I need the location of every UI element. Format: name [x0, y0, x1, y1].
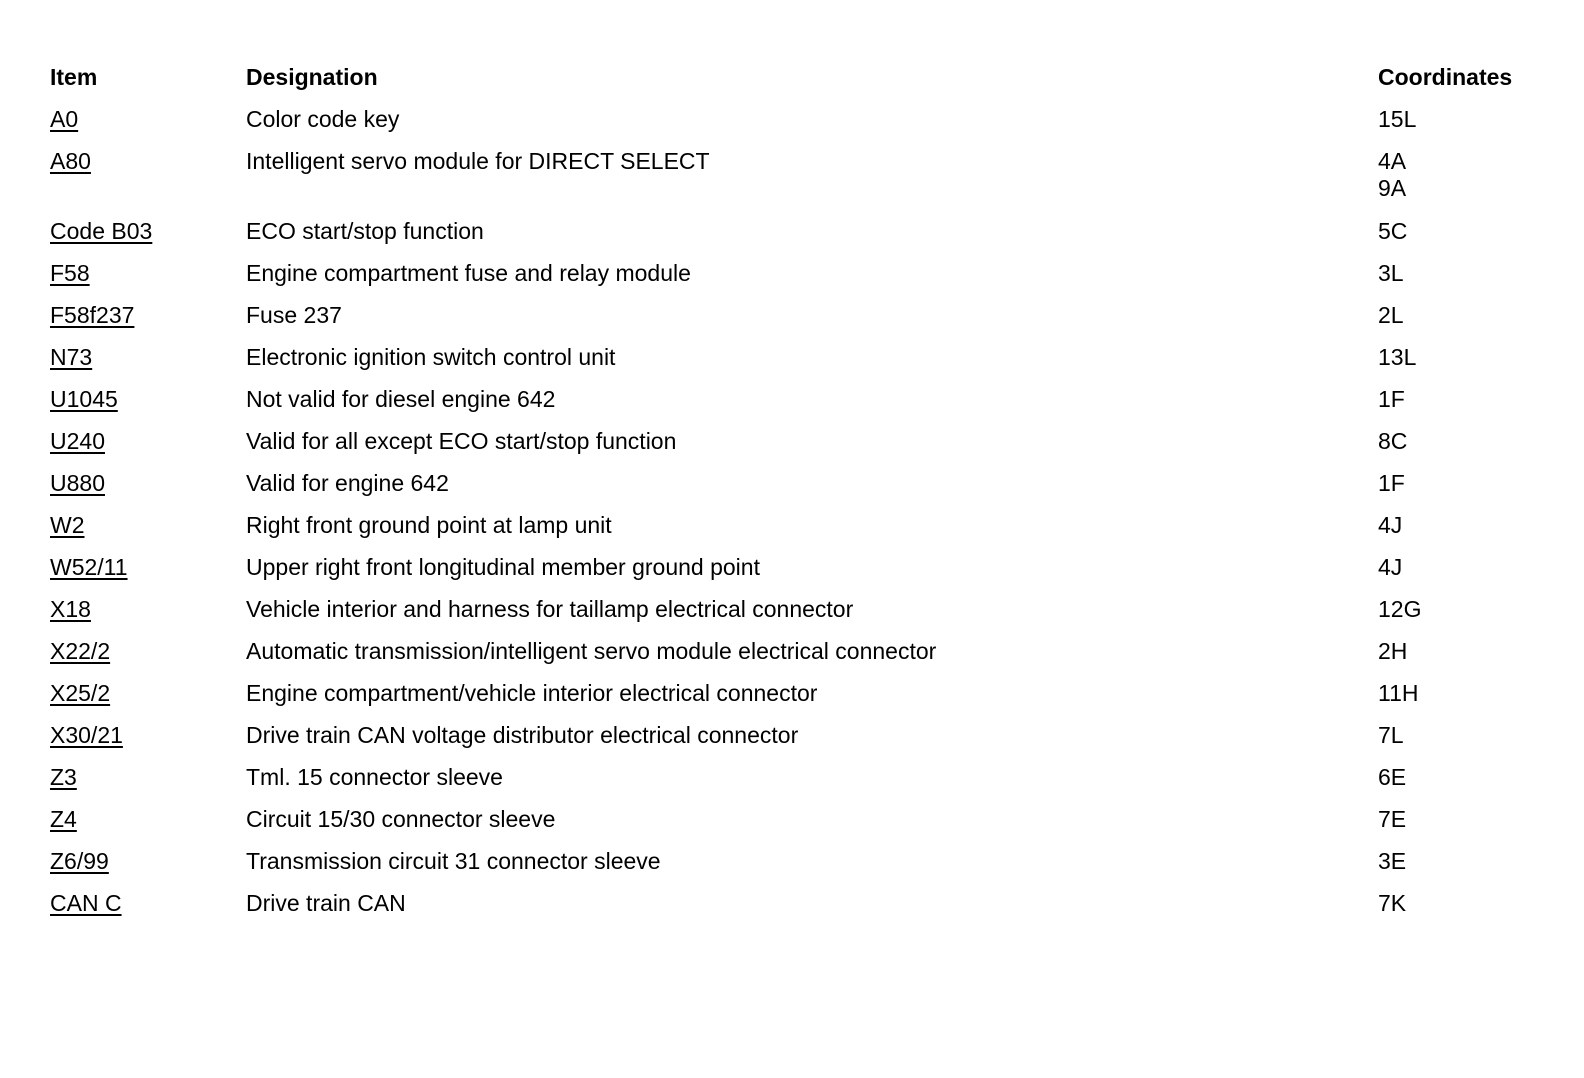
item-cell	[50, 764, 246, 791]
coordinate-value: 9A	[1378, 175, 1407, 201]
item-cell	[50, 638, 246, 665]
coordinate-value: 8C	[1378, 428, 1408, 454]
designation-cell: Valid for all except ECO start/stop function	[246, 428, 677, 454]
item-link[interactable]: X22/2	[50, 638, 111, 664]
coordinates-cell	[1378, 680, 1540, 707]
coordinates-cell	[1378, 470, 1540, 497]
designation-cell: Tml. 15 connector sleeve	[246, 764, 503, 790]
designation-cell: ECO start/stop function	[246, 218, 484, 244]
coordinates-cell	[1378, 638, 1540, 665]
item-cell	[50, 106, 246, 133]
designation-cell: Engine compartment fuse and relay module	[246, 260, 691, 286]
item-cell	[50, 890, 246, 917]
table-body	[50, 106, 1540, 932]
coordinates-cell	[1378, 302, 1540, 329]
table-row	[50, 890, 1540, 932]
item-link[interactable]: F58	[50, 260, 90, 286]
item-link[interactable]: W2	[50, 512, 85, 538]
coordinate-value: 4J	[1378, 512, 1403, 538]
coordinates-cell	[1378, 428, 1540, 455]
coordinate-value: 6E	[1378, 764, 1407, 790]
designation-cell: Intelligent servo module for DIRECT SELECT	[246, 148, 710, 174]
coordinate-value: 2L	[1378, 302, 1404, 328]
table-row	[50, 638, 1540, 680]
item-link[interactable]: Z4	[50, 806, 77, 832]
item-cell	[50, 428, 246, 455]
designation-cell: Valid for engine 642	[246, 470, 449, 496]
table-row	[50, 806, 1540, 848]
designation-cell: Drive train CAN voltage distributor electrical connector	[246, 722, 799, 748]
item-cell	[50, 806, 246, 833]
item-link[interactable]: W52/11	[50, 554, 128, 580]
coordinate-value: 15L	[1378, 106, 1417, 132]
item-link[interactable]: CAN C	[50, 890, 122, 916]
item-cell	[50, 596, 246, 623]
coordinate-value: 2H	[1378, 638, 1408, 664]
item-link[interactable]: X30/21	[50, 722, 123, 748]
table-row	[50, 680, 1540, 722]
item-cell	[50, 512, 246, 539]
designation-cell: Electronic ignition switch control unit	[246, 344, 616, 370]
item-cell	[50, 680, 246, 707]
table-row	[50, 260, 1540, 302]
designation-cell: Color code key	[246, 106, 400, 132]
coordinates-cell	[1378, 764, 1540, 791]
item-cell	[50, 848, 246, 875]
item-cell	[50, 554, 246, 581]
coordinates-cell	[1378, 218, 1540, 245]
table-row	[50, 554, 1540, 596]
item-link[interactable]: U1045	[50, 386, 118, 412]
table-row	[50, 848, 1540, 890]
coordinate-value: 11H	[1378, 680, 1419, 706]
coordinate-value: 4A	[1378, 148, 1407, 174]
designation-cell: Circuit 15/30 connector sleeve	[246, 806, 556, 832]
coordinates-cell	[1378, 344, 1540, 371]
item-link[interactable]: Z6/99	[50, 848, 109, 874]
item-cell	[50, 218, 246, 245]
coordinates-column-header: Coordinates	[1378, 64, 1513, 90]
designation-cell: Automatic transmission/intelligent servo module electrical connector	[246, 638, 937, 664]
item-cell	[50, 386, 246, 413]
coordinates-cell	[1378, 386, 1540, 413]
designation-cell: Upper right front longitudinal member ground point	[246, 554, 760, 580]
item-cell	[50, 260, 246, 287]
item-link[interactable]: A80	[50, 148, 91, 174]
coordinates-cell	[1378, 260, 1540, 287]
coordinate-value: 1F	[1378, 470, 1405, 496]
coordinate-value: 7L	[1378, 722, 1404, 748]
designation-column-header: Designation	[246, 64, 378, 90]
coordinate-value: 4J	[1378, 554, 1403, 580]
designation-cell: Fuse 237	[246, 302, 342, 328]
item-link[interactable]: Code B03	[50, 218, 153, 244]
designation-cell: Transmission circuit 31 connector sleeve	[246, 848, 661, 874]
item-link[interactable]: X25/2	[50, 680, 111, 706]
coordinates-cell	[1378, 512, 1540, 539]
table-header	[50, 64, 1540, 106]
table-row	[50, 764, 1540, 806]
coordinate-value: 1F	[1378, 386, 1405, 412]
table-row	[50, 344, 1540, 386]
item-link[interactable]: X18	[50, 596, 91, 622]
coordinate-value: 3L	[1378, 260, 1404, 286]
coordinate-value: 7K	[1378, 890, 1407, 916]
coordinate-value: 7E	[1378, 806, 1407, 832]
coordinates-cell	[1378, 596, 1540, 623]
table-row	[50, 722, 1540, 764]
item-link[interactable]: A0	[50, 106, 79, 132]
coordinates-cell	[1378, 848, 1540, 875]
item-cell	[50, 148, 246, 175]
designation-cell: Vehicle interior and harness for taillamp electrical connector	[246, 596, 854, 622]
component-legend-table	[50, 64, 1540, 932]
table-row	[50, 302, 1540, 344]
item-link[interactable]: N73	[50, 344, 93, 370]
coordinates-cell	[1378, 106, 1540, 133]
coordinate-value: 13L	[1378, 344, 1417, 370]
table-row	[50, 512, 1540, 554]
item-column-header: Item	[50, 64, 98, 90]
coordinates-cell	[1378, 806, 1540, 833]
table-row	[50, 428, 1540, 470]
table-row	[50, 218, 1540, 260]
coordinates-cell	[1378, 722, 1540, 749]
coordinate-value: 5C	[1378, 218, 1408, 244]
coordinates-cell	[1378, 554, 1540, 581]
designation-cell: Engine compartment/vehicle interior electrical connector	[246, 680, 818, 706]
coordinate-value: 12G	[1378, 596, 1422, 622]
item-cell	[50, 344, 246, 371]
table-row	[50, 386, 1540, 428]
designation-cell: Right front ground point at lamp unit	[246, 512, 612, 538]
item-cell	[50, 470, 246, 497]
table-row	[50, 106, 1540, 148]
table-row	[50, 470, 1540, 512]
table-row	[50, 148, 1540, 218]
item-link[interactable]: F58f237	[50, 302, 135, 328]
coordinate-value: 3E	[1378, 848, 1407, 874]
coordinates-cell	[1378, 890, 1540, 917]
item-cell	[50, 302, 246, 329]
table-row	[50, 596, 1540, 638]
item-link[interactable]: U880	[50, 470, 105, 496]
item-link[interactable]: Z3	[50, 764, 77, 790]
designation-cell: Not valid for diesel engine 642	[246, 386, 556, 412]
item-cell	[50, 722, 246, 749]
coordinates-cell	[1378, 148, 1540, 202]
item-link[interactable]: U240	[50, 428, 105, 454]
designation-cell: Drive train CAN	[246, 890, 406, 916]
